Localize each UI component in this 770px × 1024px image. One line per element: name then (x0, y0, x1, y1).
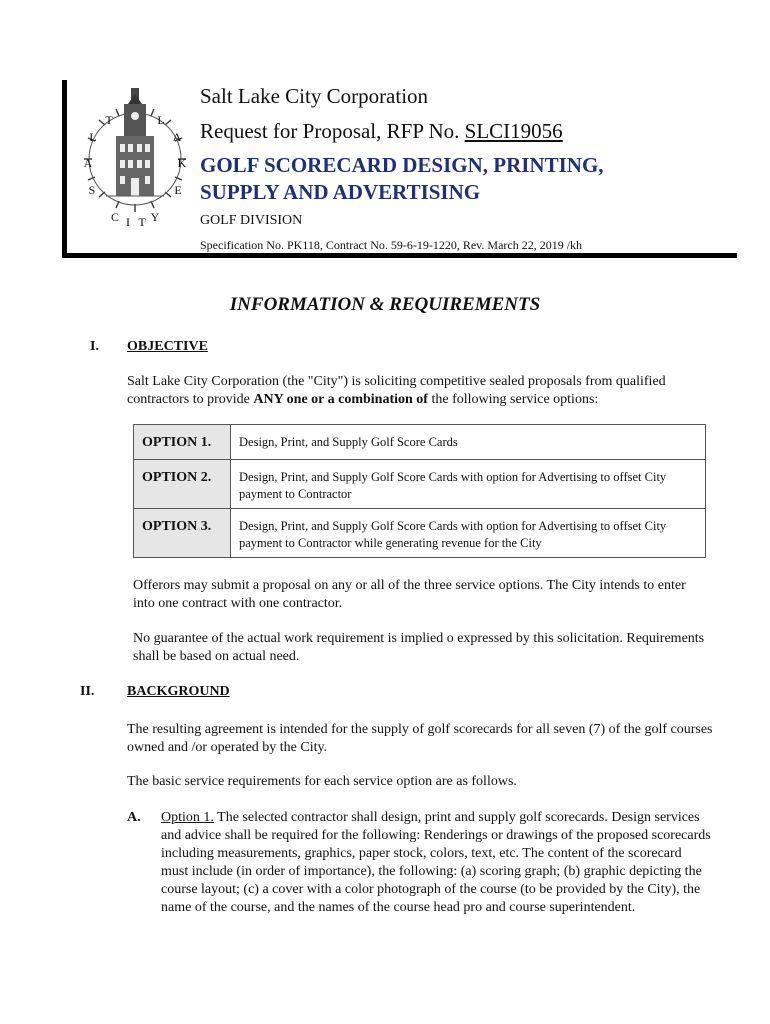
option-label: OPTION 2. (134, 460, 231, 509)
requirements-intro: The basic service requirements for each service option are as follows. (127, 774, 517, 789)
objective-intro (127, 373, 717, 409)
corporation-name: Salt Lake City Corporation (200, 84, 429, 108)
seal-letter: T (105, 113, 113, 127)
seal-letter: E (174, 183, 182, 197)
document-title (200, 152, 720, 206)
rfp-prefix: Request for Proposal, RFP No. (200, 119, 460, 143)
item-a-letter: A. (127, 810, 141, 825)
seal-letter: Y (150, 210, 160, 224)
guarantee-paragraph: No guarantee of the actual work requirement is implied o expressed by this solicitation. Requirements shall be based on actual need. (133, 631, 705, 664)
option-row (134, 460, 706, 509)
seal-letter: T (138, 215, 146, 229)
rfp-number: SLCI19056 (464, 119, 563, 143)
intro-emphasis: ANY one or a combination of (253, 392, 428, 407)
intro-text-after: the following service options: (427, 392, 599, 407)
option-label: OPTION 3. (134, 509, 231, 558)
seal-letter: L (157, 113, 165, 127)
offerors-paragraph: Offerors may submit a proposal on any or all of the three service options. The City intends to enter into one contract with one contractor. (133, 578, 686, 611)
option-row (134, 509, 706, 558)
seal-letter: C (110, 210, 120, 224)
options-table (133, 424, 706, 558)
main-heading: INFORMATION & REQUIREMENTS (229, 294, 541, 315)
title-line-1: GOLF SCORECARD DESIGN, PRINTING, (200, 153, 604, 177)
seal-letter: I (126, 215, 130, 229)
seal-letter: L (89, 130, 97, 144)
item-a-lead: Option 1. (161, 810, 214, 825)
seal-letter: A (83, 156, 93, 170)
header-bottom-rule (62, 253, 737, 258)
intro-text-before: Salt Lake City Corporation (the "City") is soliciting competitive sealed proposals from qualified contractors to provide (127, 374, 666, 407)
item-a-text (161, 809, 711, 917)
header-left-rule (62, 80, 67, 258)
seal-letter: K (177, 156, 187, 170)
city-seal (76, 84, 194, 244)
division-name: GOLF DIVISION (200, 213, 303, 228)
rfp-line (200, 119, 563, 144)
option-description: Design, Print, and Supply Golf Score Cards with option for Advertising to offset City payment to Contractor while generating revenue for the City (231, 509, 706, 558)
seal-letter: S (88, 183, 96, 197)
seal-letter: A (172, 130, 182, 144)
option-description: Design, Print, and Supply Golf Score Cards (231, 425, 706, 460)
section-1-numeral: I. (90, 339, 99, 354)
item-a-body: The selected contractor shall design, print and supply golf scorecards. Design services and advice shall be required for the following: Renderings or drawings of the proposed scorecards including measurements, graphics, paper stock, colors, text, etc. The content of the scorecard must include (in order of importance), the following: (a) scoring graph; (b) graphic depicting the course layout; (c) a cover with a color photograph of the course (to be provided by the City), the name of the course, and the names of the course head pro and course superintendent. (161, 810, 711, 915)
option-row (134, 425, 706, 460)
title-line-2: SUPPLY AND ADVERTISING (200, 180, 481, 204)
option-description: Design, Print, and Supply Golf Score Cards with option for Advertising to offset City payment to Contractor (231, 460, 706, 509)
section-2-numeral: II. (80, 684, 95, 699)
section-2-title: BACKGROUND (127, 684, 230, 699)
background-paragraph: The resulting agreement is intended for the supply of golf scorecards for all seven (7) of the golf courses owned and /or operated by the City. (127, 722, 713, 755)
option-label: OPTION 1. (134, 425, 231, 460)
specification-line: Specification No. PK118, Contract No. 59-6-19-1220, Rev. March 22, 2019 /kh (200, 238, 583, 252)
section-1-title: OBJECTIVE (127, 339, 208, 354)
